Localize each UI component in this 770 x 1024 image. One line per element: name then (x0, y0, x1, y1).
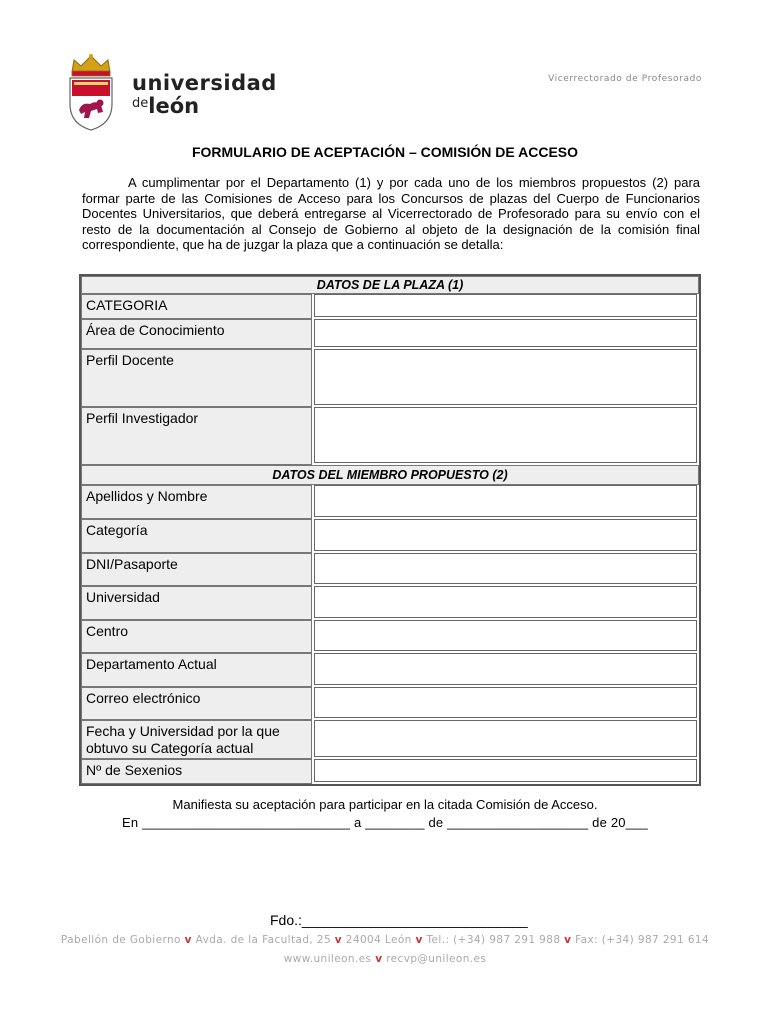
input-categoria[interactable] (314, 294, 697, 317)
input-centro[interactable] (314, 620, 697, 651)
section-header-plaza: DATOS DE LA PLAZA (1) (81, 276, 699, 294)
label-perfil-investigador: Perfil Investigador (81, 407, 312, 465)
section-header-miembro: DATOS DEL MIEMBRO PROPUESTO (2) (81, 465, 699, 485)
footer-contact (0, 953, 770, 965)
label-apellidos: Apellidos y Nombre (81, 485, 312, 519)
place-date-line[interactable]: En ____________________________ a ________ de ___________________ de 20___ (122, 815, 648, 830)
footer-email-link[interactable]: recvp@unileon.es (386, 953, 487, 965)
row-centro (81, 620, 699, 653)
label-fecha-line1: Fecha y Universidad por la que (86, 723, 280, 739)
footer-separator: v (564, 934, 572, 946)
office-name: Vicerrectorado de Profesorado (548, 74, 702, 84)
label-fecha-line2: obtuvo su Categoría actual (86, 740, 254, 756)
row-area (81, 319, 699, 349)
page-title: FORMULARIO DE ACEPTACIÓN – COMISIÓN DE ACCESO (191, 144, 579, 160)
row-fecha-universidad (81, 720, 699, 759)
input-universidad[interactable] (314, 586, 697, 618)
label-correo: Correo electrónico (81, 687, 312, 720)
footer-separator: v (415, 934, 423, 946)
acceptance-form (79, 274, 701, 786)
input-perfil-docente[interactable] (314, 349, 697, 405)
university-logo (132, 72, 277, 116)
footer-postal: 24004 León (345, 934, 412, 946)
row-universidad (81, 586, 699, 620)
input-dni[interactable] (314, 553, 697, 584)
footer-website-link[interactable]: www.unileon.es (283, 953, 372, 965)
logo-de: de (132, 96, 149, 111)
label-fecha-universidad (81, 720, 312, 759)
footer-separator: v (334, 934, 343, 946)
row-categoria-miembro (81, 519, 699, 553)
label-perfil-docente: Perfil Docente (81, 349, 312, 407)
row-categoria (81, 294, 699, 319)
footer-building: Pabellón de Gobierno (60, 934, 181, 946)
logo-line-leon (132, 94, 277, 116)
footer-fax: Fax: (+34) 987 291 614 (575, 934, 710, 946)
input-categoria-miembro[interactable] (314, 519, 697, 551)
input-correo[interactable] (314, 687, 697, 718)
footer-separator: v (184, 934, 192, 946)
label-categoria: CATEGORIA (81, 294, 312, 319)
label-dni: DNI/Pasaporte (81, 553, 312, 586)
input-perfil-investigador[interactable] (314, 407, 697, 463)
row-perfil-docente (81, 349, 699, 407)
row-apellidos (81, 485, 699, 519)
letterhead (62, 52, 702, 134)
row-dni (81, 553, 699, 586)
input-area[interactable] (314, 319, 697, 347)
footer-street: Avda. de la Facultad, 25 (195, 934, 332, 946)
logo-leon: león (148, 94, 200, 118)
footer-phone: Tel.: (+34) 987 291 988 (426, 934, 561, 946)
university-crest-icon (62, 52, 120, 132)
label-sexenios: Nº de Sexenios (81, 759, 312, 784)
input-fecha-universidad[interactable] (314, 720, 697, 757)
label-area: Área de Conocimiento (81, 319, 312, 349)
input-departamento[interactable] (314, 653, 697, 685)
label-centro: Centro (81, 620, 312, 653)
row-correo (81, 687, 699, 720)
input-sexenios[interactable] (314, 759, 697, 782)
intro-paragraph: A cumplimentar por el Departamento (1) y por cada uno de los miembros propuestos (2) para formar parte de las Comisiones de Acceso para los Concursos de plazas del Cuerpo de Funcionarios Docentes Universitarios, que deberá entregarse al Vicerrectorado de Profesorado para su envío con el resto de la documentación al Consejo de Gobierno al objeto de la designación de la comisión final correspondiente, que ha de juzgar la plaza que a continuación se detalla: (82, 175, 700, 252)
row-sexenios (81, 759, 699, 784)
row-departamento (81, 653, 699, 687)
footer-separator: v (375, 953, 383, 965)
input-apellidos[interactable] (314, 485, 697, 517)
logo-line-universidad: universidad (132, 71, 277, 95)
acceptance-statement: Manifiesta su aceptación para participar en la citada Comisión de Acceso. (172, 797, 598, 812)
signature-line[interactable]: Fdo.:_____________________________ (270, 912, 528, 928)
label-departamento: Departamento Actual (81, 653, 312, 687)
row-perfil-investigador (81, 407, 699, 465)
label-universidad: Universidad (81, 586, 312, 620)
label-categoria-miembro: Categoría (81, 519, 312, 553)
footer-address (0, 934, 770, 946)
